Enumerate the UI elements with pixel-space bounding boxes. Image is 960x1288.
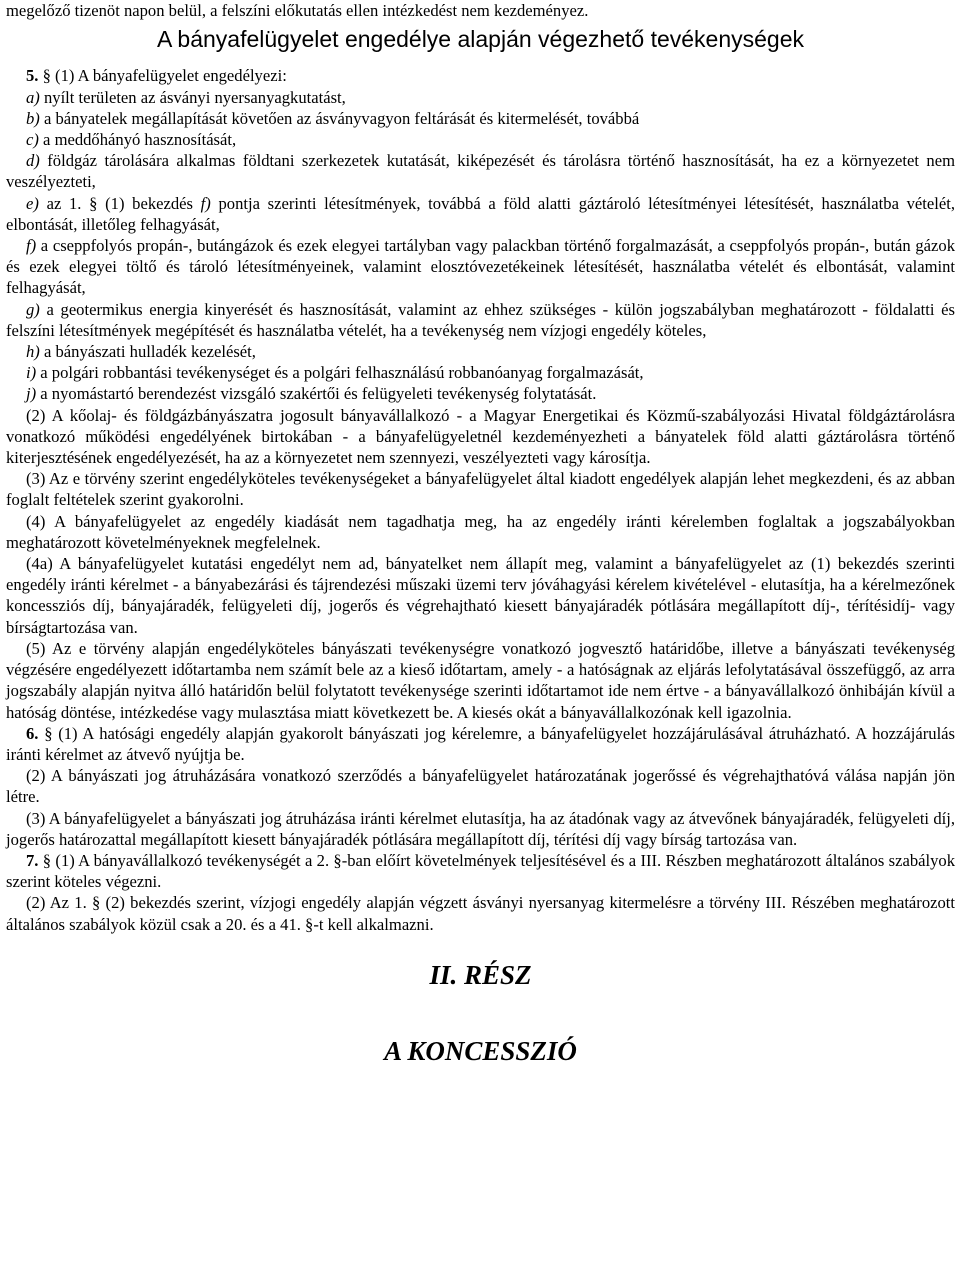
item-letter: j) (26, 384, 37, 404)
item-letter: e) (26, 193, 39, 213)
item-letter: c) (26, 130, 39, 150)
paragraph: (3) A bányafelügyelet a bányászati jog átruházása iránti kérelmet elutasítja, ha az átadónak vagy az átvevőnek bányajáradék, felügyeleti díj, jogerős határozattal megállapított kiesett bányajáradék pótlására megállapított díj, térítési díj vagy bírság tartozása van. (6, 808, 955, 849)
item-letter: f) (26, 236, 37, 256)
list-item (6, 235, 955, 299)
list-item (6, 362, 955, 383)
paragraph-symbol: § (42, 66, 51, 86)
item-text: pontja szerinti létesítmények, továbbá a föld alatti gáztároló létesítményei létesítését, használatba vételét, elbontását, illetőleg felhagyását, (6, 193, 955, 234)
paragraph-text: § (1) A hatósági engedély alapján gyakorolt bányászati jog kérelemre, a bányafelügyelet hozzájárulásával átruházható. A hozzájárulás iránti kérelmet az átvevő nyújtja be. (6, 723, 955, 764)
section-5 (6, 65, 955, 722)
item-letter: d) (26, 151, 40, 171)
item-letter: i) (26, 363, 37, 383)
paragraph: (2) A bányászati jog átruházására vonatkozó szerződés a bányafelügyelet határozatának jogerőssé és végrehajthatóvá válása napján jön létre. (6, 766, 955, 807)
item-text: a cseppfolyós propán-, butángázok és ezek elegyei tartályban vagy palackban történő forgalmazását, a cseppfolyós propán-, bután gázok és ezek elegyei töltő és tároló létesítményeinek, valamint elosztóvezetékeinek létesítését, használatba vételét és elbontását, valamint felhagyását, (6, 236, 955, 298)
intro-text: (1) A bányafelügyelet engedélyezi: (50, 66, 287, 86)
top-line: megelőző tizenöt napon belül, a felszíni előkutatás ellen intézkedést nem kezdeményez. (6, 1, 589, 20)
paragraph-text: § (1) A bányavállalkozó tevékenységét a 2. §-ban előírt követelmények teljesítésével és a III. Részben meghatározott általános szabályok szerint köteles végezni. (6, 850, 955, 892)
item-text: az 1. § (1) bekezdés (38, 193, 201, 213)
section-5-intro (6, 65, 955, 86)
item-letter: h) (26, 342, 40, 362)
item-text: a geotermikus energia kinyerését és hasznosítását, valamint az ehhez szükséges - külön jogszabályban meghatározott - földalatti és felszíni létesítmények megépítését és használatba vételét, ha a tevékenység nem vízjogi engedély köteles, (6, 299, 955, 340)
item-text: nyílt területen az ásványi nyersanyagkutatást, (39, 87, 346, 107)
section-heading: A bányafelügyelet engedélye alapján végezhető tevékenységek (156, 26, 805, 53)
paragraph: (3) Az e törvény szerint engedélyköteles tevékenységeket a bányafelügyelet által kiadott engedélyek alapján lehet megkezdeni, és az abban foglalt feltételek szerint gyakorolni. (6, 469, 955, 510)
item-letter: a) (26, 87, 40, 107)
item-text: a bányászati hulladék kezelését, (39, 342, 256, 362)
item-letter: g) (26, 299, 40, 319)
list-item (6, 299, 955, 341)
item-text: a bányatelek megállapítását követően az ásványvagyon feltárását és kitermelését, továbbá (39, 108, 640, 128)
list-item (6, 108, 955, 129)
paragraph: (5) Az e törvény alapján engedélyköteles bányászati tevékenységre vonatkozó jogvesztő határidőbe, illetve a bányászati tevékenység végzésére engedélyezett időtartamba nem számít bele az a kieső időtartam, amely - a hatóságnak az eljárás lefolytatásával összefüggő, az arra jogszabály alapján nyitva álló határidőn belül folytatott tevékenysége szerinti időtartamot ide nem értve - a bányavállalkozó önhibáján kívül a hatóság döntése, intézkedése vagy mulasztása miatt következett be. A kiesés okát a bányavállalkozónak kell igazolnia. (6, 638, 955, 722)
paragraph: (2) Az 1. § (2) bekezdés szerint, vízjogi engedély alapján végzett ásványi nyersanyag kitermelésre a törvény III. Részében meghatározott általános szabályok közül csak a 20. és a 41. §-t kell alkalmazni. (6, 893, 955, 934)
item-text: a polgári robbantási tevékenységet és a polgári felhasználású robbanóanyag forgalmazását, (36, 363, 644, 383)
section-number: 7. (26, 850, 39, 870)
section-number: 5. (26, 66, 39, 86)
item-letter: b) (26, 108, 40, 128)
item-text: földgáz tárolására alkalmas földtani szerkezetek kutatását, kiképezését és tárolásra történő hasznosítását, ha ez a környezetet nem veszélyezteti, (6, 151, 955, 192)
paragraph: (2) A kőolaj- és földgázbányászatra jogosult bányavállalkozó - a Magyar Energetikai és Közmű-szabályozási Hivatal földgáztárolásra vonatkozó működési engedélyének birtokában - a bányafelügyeletnél kezdeményezheti a bányatelek föld alatti gáztárolásra történő kiterjesztésének engedélyezését, ha az a környezetet nem szennyezi, veszélyezteti vagy károsítja. (6, 405, 955, 468)
part-subtitle: A KONCESSZIÓ (384, 1035, 577, 1066)
list-item (6, 150, 955, 192)
list-item (6, 87, 955, 108)
section-7 (6, 850, 955, 935)
paragraph: (4) A bányafelügyelet az engedély kiadását nem tagadhatja meg, ha az engedély iránti kérelemben foglaltak a jogszabályokban meghatározott követelményeknek megfelelnek. (6, 511, 955, 552)
section-6 (6, 723, 955, 850)
list-item (6, 341, 955, 362)
paragraph (6, 850, 955, 892)
list-item (6, 129, 955, 150)
section-number: 6. (26, 723, 39, 743)
list-item (6, 193, 955, 235)
paragraph: (4a) A bányafelügyelet kutatási engedélyt nem ad, bányatelket nem állapít meg, valamint a bányafelügyelet az (1) bekezdés szerinti engedély iránti kérelmet - a bányabezárási és tájrendezési műszaki üzemi terv jóváhagyási kérelem kivételével - elutasítja, ha a kérelmezőnek koncessziós díj, bányajáradék, felügyeleti díj, jogerős és végrehajtható kiesett bányajáradék pótlására megállapított díj-, térítésidíj- vagy bírságtartozása van. (6, 554, 955, 637)
item-text: a nyomástartó berendezést vizsgáló szakértői és felügyeleti tevékenység folytatását. (36, 384, 597, 404)
item-text: a meddőhányó hasznosítását, (38, 130, 237, 150)
paragraph (6, 723, 955, 765)
part-title: II. RÉSZ (429, 959, 532, 990)
list-item (6, 383, 955, 404)
item-letter-inline: f) (200, 193, 211, 213)
